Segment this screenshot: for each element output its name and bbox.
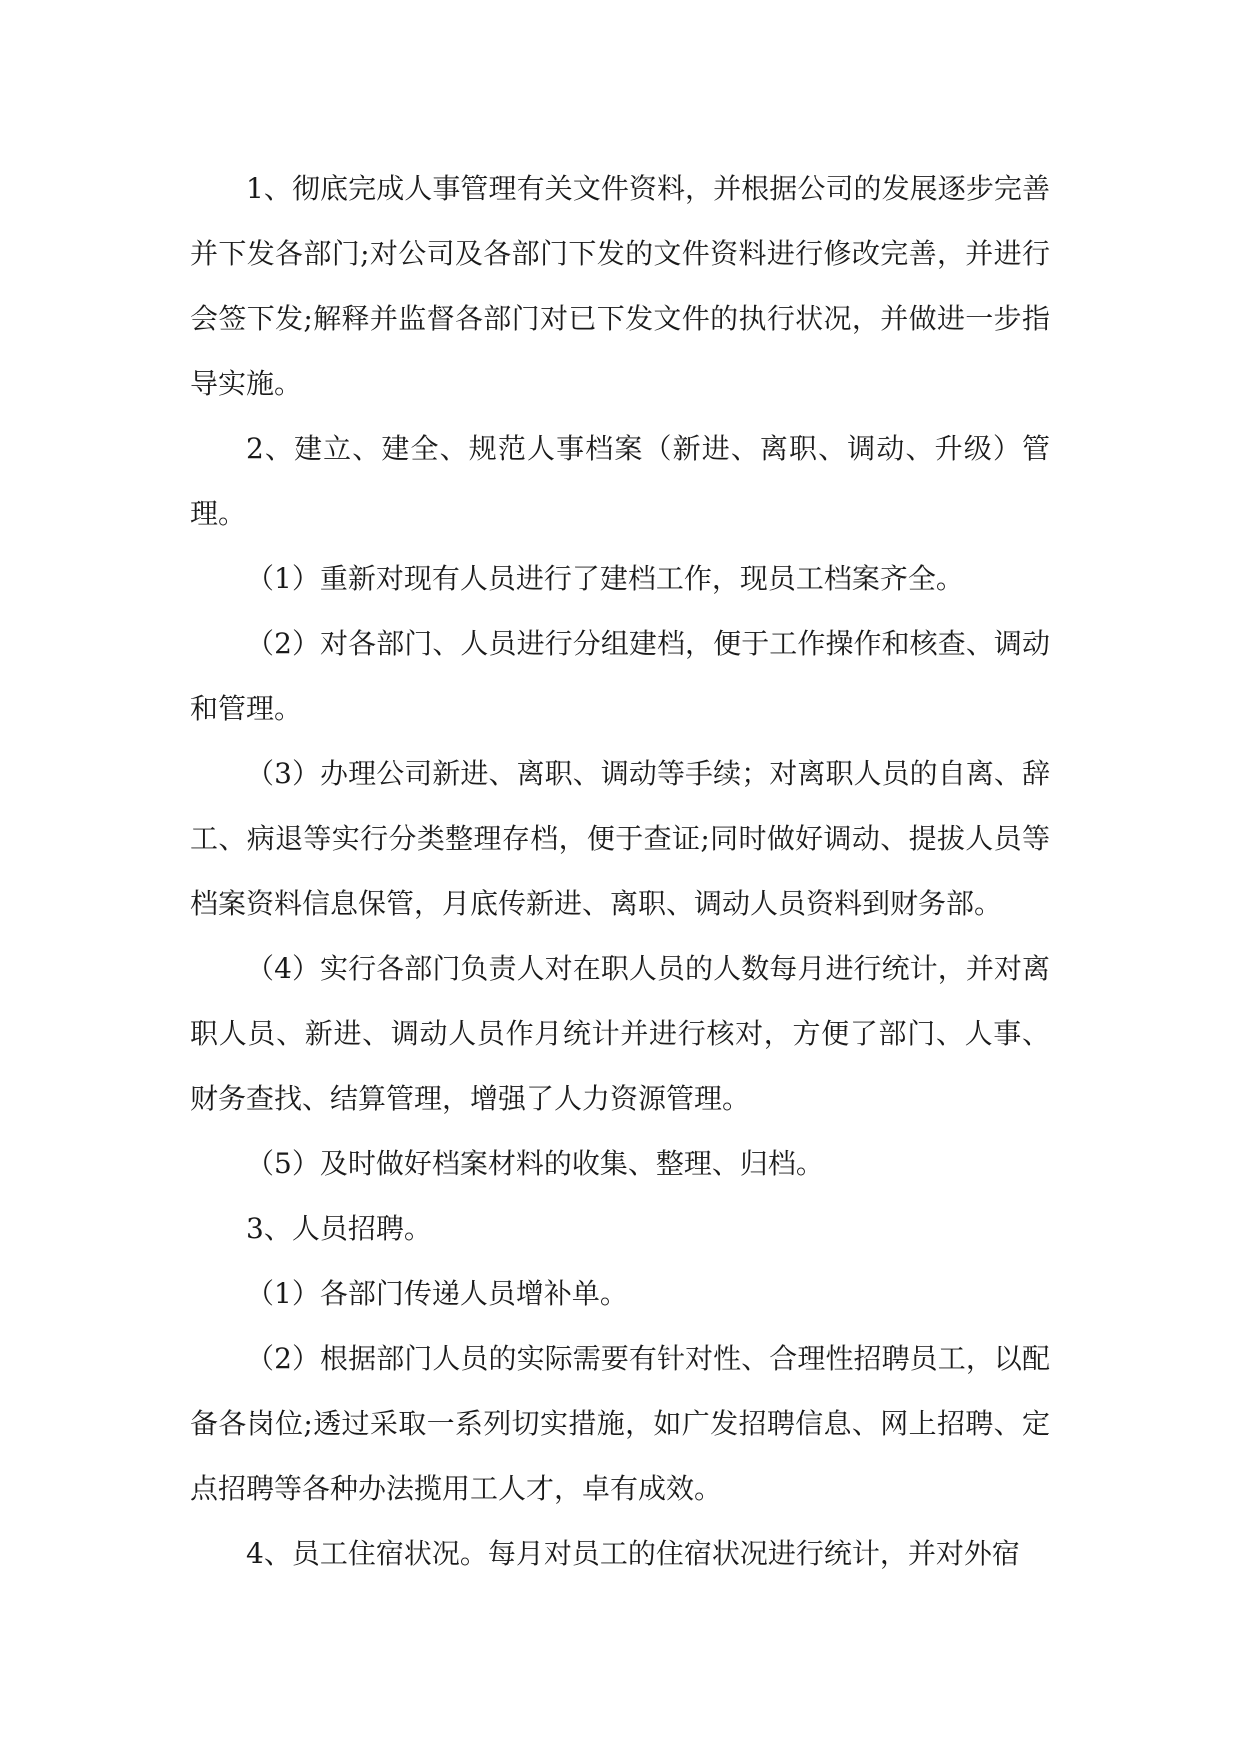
paragraph-11: 4、员工住宿状况。每月对员工的住宿状况进行统计，并对外宿	[246, 1537, 1020, 1570]
paragraph-3: （1）重新对现有人员进行了建档工作，现员工档案齐全。	[246, 562, 964, 595]
paragraph-2: 2、建立、建全、规范人事档案（新进、离职、调动、升级）管理。	[190, 432, 1050, 530]
paragraph-6: （4）实行各部门负责人对在职人员的人数每月进行统计，并对离职人员、新进、调动人员作月统计并进行核对，方便了部门、人事、财务查找、结算管理，增强了人力资源管理。	[190, 952, 1050, 1115]
paragraph-4: （2）对各部门、人员进行分组建档，便于工作操作和核查、调动和管理。	[190, 627, 1050, 725]
document-body	[190, 156, 1050, 1586]
paragraph-10: （2）根据部门人员的实际需要有针对性、合理性招聘员工，以配备各岗位;透过采取一系列切实措施，如广发招聘信息、网上招聘、定点招聘等各种办法揽用工人才，卓有成效。	[190, 1342, 1050, 1505]
paragraph-1: 1、彻底完成人事管理有关文件资料，并根据公司的发展逐步完善并下发各部门;对公司及各部门下发的文件资料进行修改完善，并进行会签下发;解释并监督各部门对已下发文件的执行状况，并做进一步指导实施。	[190, 172, 1050, 400]
paragraph-8: 3、人员招聘。	[246, 1212, 432, 1245]
paragraph-9: （1）各部门传递人员增补单。	[246, 1277, 628, 1310]
paragraph-5: （3）办理公司新进、离职、调动等手续；对离职人员的自离、辞工、病退等实行分类整理存档，便于查证;同时做好调动、提拔人员等档案资料信息保管，月底传新进、离职、调动人员资料到财务部。	[190, 757, 1050, 920]
paragraph-7: （5）及时做好档案材料的收集、整理、归档。	[246, 1147, 824, 1180]
